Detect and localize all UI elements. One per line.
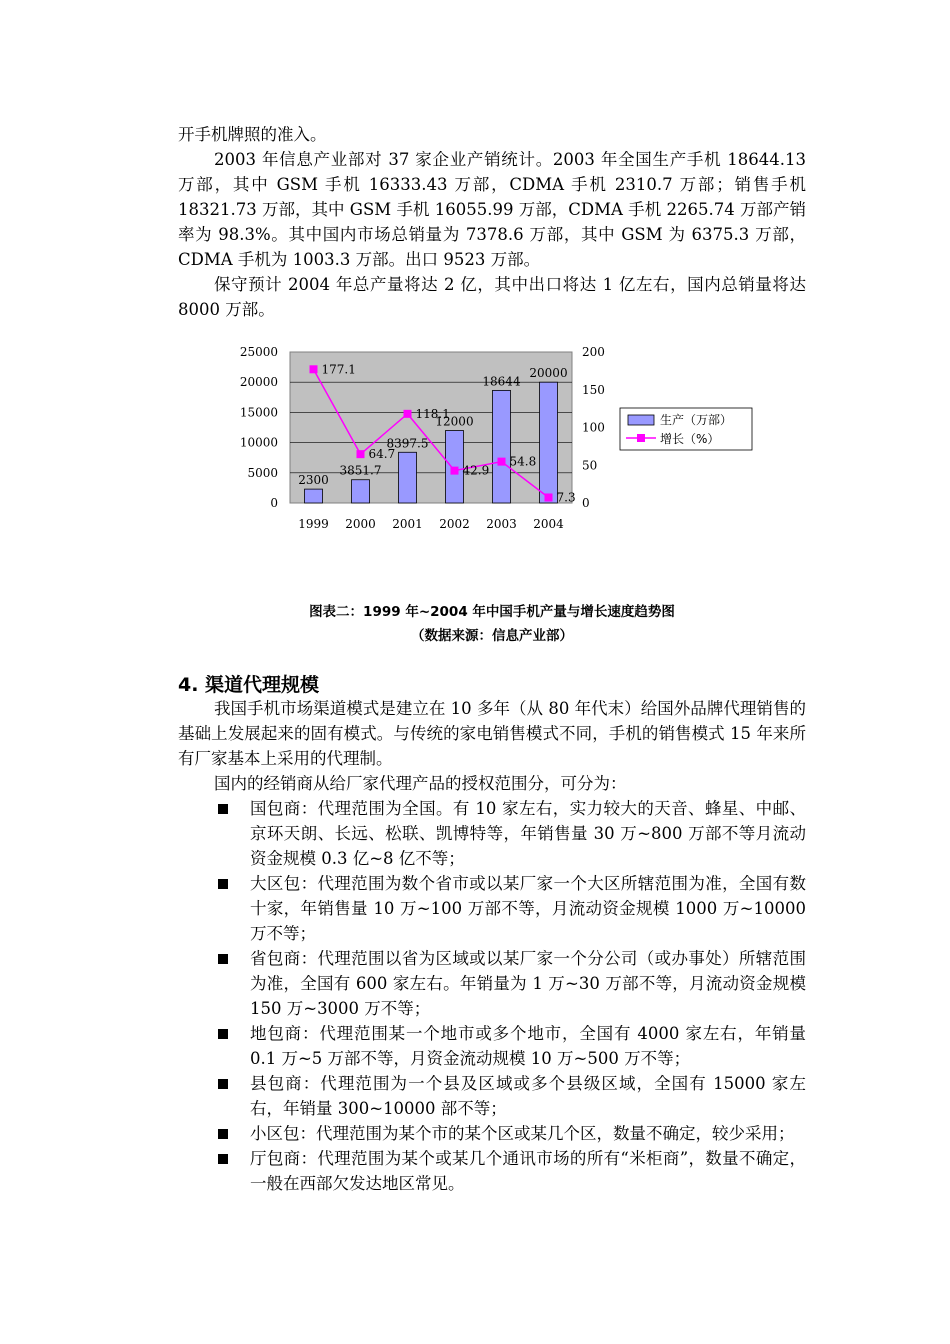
list-item-text: 小区包：代理范围为某个市的某个区或某几个区，数量不确定，较少采用； [250,1124,795,1143]
legend-bar-swatch [628,415,654,425]
x-axis-tick-label: 2003 [486,517,517,531]
production-growth-chart [235,340,765,540]
square-bullet-icon [218,1154,228,1164]
right-axis-tick-label: 50 [582,458,598,473]
list-item-text: 省包商：代理范围以省为区域或以某厂家一个分公司（或办事处）所辖范围为准，全国有 600 家左右。年销量为 1 万~30 万部不等，月流动资金规模 150 万~3000 万不等； [250,949,806,1018]
intro-paragraph-2: 保守预计 2004 年总产量将达 2 亿，其中出口将达 1 亿左右，国内总销量将达 8000 万部。 [178,275,806,319]
right-axis-tick-label: 200 [582,345,605,359]
line-point [357,450,365,458]
line-point [545,493,553,501]
list-item [178,1021,806,1071]
chart-caption-source: （数据来源：信息产业部） [411,628,573,644]
section-title: 4. 渠道代理规模 [178,674,320,696]
bar [493,390,511,503]
line-point [498,458,506,466]
square-bullet-icon [218,954,228,964]
bar [399,452,417,503]
bar-data-label: 18644 [482,374,521,389]
list-item-text: 大区包：代理范围为数个省市或以某厂家一个大区所辖范围为准，全国有数十家，年销售量 10 万~100 万部不等，月流动资金规模 1000 万~10000 万不等； [250,874,806,943]
legend-line-marker [637,434,645,442]
list-item [178,946,806,1021]
left-axis-tick-label: 5000 [247,465,278,480]
line-point [310,365,318,373]
bar [352,480,370,503]
left-axis-tick-label: 0 [270,496,278,510]
list-item [178,1146,806,1196]
bar-data-label: 20000 [529,366,568,381]
bar-data-label: 8397.5 [386,436,429,451]
left-axis-tick-label: 10000 [239,435,278,450]
square-bullet-icon [218,1079,228,1089]
bar [540,382,558,503]
line-data-label: 177.1 [321,362,356,377]
line-point [404,410,412,418]
square-bullet-icon [218,1029,228,1039]
line-data-label: 7.3 [556,490,576,505]
x-axis-tick-label: 2004 [533,517,564,531]
square-bullet-icon [218,879,228,889]
list-item [178,1121,806,1146]
right-axis-tick-label: 100 [582,420,605,435]
square-bullet-icon [218,1129,228,1139]
intro-line: 开手机牌照的准入。 [178,125,327,144]
x-axis-tick-label: 2001 [392,517,423,531]
left-axis-tick-label: 25000 [239,345,278,359]
section-paragraph-2: 国内的经销商从给厂家代理产品的授权范围分，可分为： [214,774,627,793]
intro-text [178,122,806,322]
chart-caption-title: 图表二：1999 年~2004 年中国手机产量与增长速度趋势图 [309,604,675,620]
list-item [178,796,806,871]
square-bullet-icon [218,804,228,814]
left-axis-tick-label: 20000 [239,375,278,390]
bar [305,489,323,503]
list-item-text: 厅包商：代理范围为某个或某几个通讯市场的所有“米柜商”，数量不确定，一般在西部欠发达地区常见。 [250,1149,806,1193]
line-data-label: 118.1 [415,406,450,421]
left-axis-tick-label: 15000 [239,405,278,420]
line-point [451,467,459,475]
intro-paragraph-1: 2003 年信息产业部对 37 家企业产销统计。2003 年全国生产手机 18644.13 万部，其中 GSM 手机 16333.43 万部，CDMA 手机 2310.7 万部；销售手机 18321.73 万部，其中 GSM 手机 16055.99 万部，CDMA 手机 2265.74 万部产销率为 98.3%。其中国内市场总销量为 7378.6 万部，其中 GSM 为 6375.3 万部，CDMA 手机为 1003.3 万部。出口 9523 万部。 [178,150,806,269]
line-data-label: 54.8 [509,454,537,469]
x-axis-tick-label: 1999 [298,517,329,531]
list-item-text: 地包商：代理范围某一个地市或多个地市，全国有 4000 家左右，年销量 0.1 万~5 万部不等，月资金流动规模 10 万~500 万不等； [250,1024,806,1068]
x-axis-tick-label: 2002 [439,517,470,531]
section-text [178,696,806,796]
x-axis-tick-label: 2000 [345,517,376,531]
section-paragraph-1: 我国手机市场渠道模式是建立在 10 多年（从 80 年代末）给国外品牌代理销售的基础上发展起来的固有模式。与传统的家电销售模式不同，手机的销售模式 15 年来所有厂家基本上采用的代理制。 [178,699,806,768]
distributor-type-list [178,796,806,1196]
right-axis-tick-label: 0 [582,496,590,510]
list-item-text: 国包商：代理范围为全国。有 10 家左右，实力较大的天音、蜂星、中邮、京环天朗、长远、松联、凯博特等，年销售量 30 万~800 万部不等月流动资金规模 0.3 亿~8 亿不等； [250,799,806,868]
bar-data-label: 12000 [435,414,474,429]
legend-line-label: 增长（%） [660,432,720,446]
list-item [178,1071,806,1121]
list-item-text: 县包商：代理范围为一个县及区域或多个县级区域，全国有 15000 家左右，年销量 300~10000 部不等； [250,1074,806,1118]
line-data-label: 64.7 [368,447,396,462]
legend-bar-label: 生产（万部） [660,413,733,427]
line-data-label: 42.9 [462,463,490,478]
list-item [178,871,806,946]
bar-data-label: 3851.7 [339,463,382,478]
right-axis-tick-label: 150 [582,382,605,397]
bar-data-label: 2300 [298,473,329,488]
